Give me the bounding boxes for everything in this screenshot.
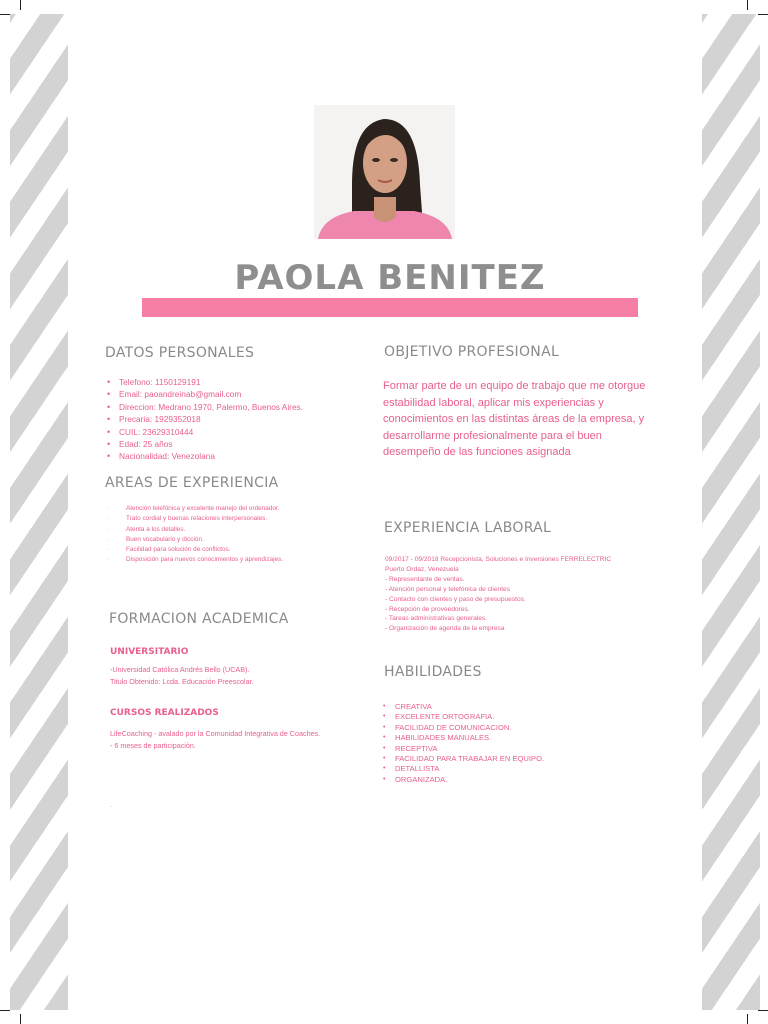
list-item: 09/2017 - 09/2018 Recepcionista, Soluciones e Inversiones FERRELECTRIC — [385, 556, 612, 563]
crop-mark — [20, 1014, 21, 1024]
trailing-dot: . — [110, 800, 113, 809]
list-item: · Facilidad para solución de conflictos. — [106, 545, 283, 555]
right-stripe-border — [702, 14, 760, 1010]
list-item: - Contacto con clientes y paso de presupuestos. — [385, 595, 526, 603]
list-item: - Tareas administrativas generales. — [385, 615, 488, 623]
list-item: • ORGANIZADA. — [383, 775, 544, 785]
list-item: • Edad: 25 años — [107, 438, 303, 450]
list-item: • Email: paoandreinab@gmail.com — [107, 388, 303, 400]
list-item: • DETALLISTA — [383, 764, 544, 774]
experience-areas-list — [106, 504, 283, 566]
objective-text: Formar parte de un equipo de trabajo que me otorgue estabilidad laboral, aplicar mis experiencias y conocimientos en las distintas áreas de la empresa, y desarrollarme profesionalmente para el buen desempeño de las funciones asignada — [383, 380, 646, 459]
crop-mark — [758, 1010, 768, 1011]
work-experience-list — [385, 555, 611, 634]
crop-mark — [20, 0, 21, 10]
section-heading-areas-experiencia: AREAS DE EXPERIENCIA — [105, 475, 279, 491]
text-line: Titulo Obtenido: Lcda. Educación Preescolar. — [110, 676, 254, 686]
list-item: · Atención telefónica y excelente manejo del ordenador. — [106, 504, 283, 514]
list-item: · Atenta a los detalles. — [106, 525, 283, 535]
list-item: - Recepción de proveedores. — [385, 605, 470, 613]
section-heading-formacion-academica: FORMACION ACADEMICA — [109, 611, 289, 627]
list-item: · Buen vocabulario y dicción. — [106, 535, 283, 545]
profile-photo — [314, 105, 455, 239]
list-item: • CUIL: 23629310444 — [107, 426, 303, 438]
subheading-universitario: UNIVERSITARIO — [110, 647, 189, 657]
list-item: • CREATIVA — [383, 702, 544, 712]
left-stripe-border — [10, 14, 68, 1010]
list-item: • RECEPTIVA — [383, 744, 544, 754]
personal-data-list — [107, 376, 303, 463]
skills-list — [383, 702, 544, 785]
list-item: • FACILIDAD PARA TRABAJAR EN EQUIPO. — [383, 754, 544, 764]
profile-photo-illustration — [314, 105, 455, 239]
list-item: • Nacionalidad: Venezolana — [107, 450, 303, 462]
list-item: - Representante de ventas. — [385, 575, 465, 583]
section-heading-experiencia-laboral: EXPERIENCIA LABORAL — [384, 520, 552, 536]
list-item: - Organización de agenda de la empresa — [385, 625, 505, 633]
list-item: - Atención personal y telefónica de clientes — [385, 585, 510, 593]
text-line: -Universidad Católica Andrés Bello (UCAB). — [110, 665, 250, 674]
courses-details — [110, 728, 320, 751]
list-item: · Trato cordial y buenas relaciones interpersonales. — [106, 514, 283, 524]
list-item: • Direccion: Medrano 1970, Palermo, Buenos Aires. — [107, 401, 303, 413]
name-accent-bar — [142, 298, 638, 317]
list-item: • EXCELENTE ORTOGRAFIA. — [383, 712, 544, 722]
list-item: • Precaria: 1929352018 — [107, 413, 303, 425]
crop-mark — [747, 1014, 748, 1024]
crop-mark — [0, 1010, 10, 1011]
list-item: · Disposición para nuevos conocimientos y aprendizajes. — [106, 555, 283, 565]
section-heading-objetivo-profesional: OBJETIVO PROFESIONAL — [384, 344, 560, 360]
crop-mark — [747, 0, 748, 10]
text-line: LifeCoaching - avalado por la Comunidad Integrativa de Coaches. — [110, 729, 321, 738]
candidate-name: PAOLA BENITEZ — [234, 258, 546, 298]
list-item: • FACILIDAD DE COMUNICACION. — [383, 723, 544, 733]
text-line: - 6 meses de participación. — [110, 740, 196, 750]
crop-mark — [758, 14, 768, 15]
list-item: • HABILIDADES MANUALES. — [383, 733, 544, 743]
crop-mark — [0, 14, 10, 15]
section-heading-habilidades: HABILIDADES — [384, 664, 482, 680]
list-item: • Telefono: 1150129191 — [107, 376, 303, 388]
university-details — [110, 664, 254, 687]
subheading-cursos-realizados: CURSOS REALIZADOS — [110, 708, 219, 718]
list-item: Puerto Ordaz, Venezuela — [385, 565, 459, 573]
section-heading-datos-personales: DATOS PERSONALES — [105, 345, 255, 361]
